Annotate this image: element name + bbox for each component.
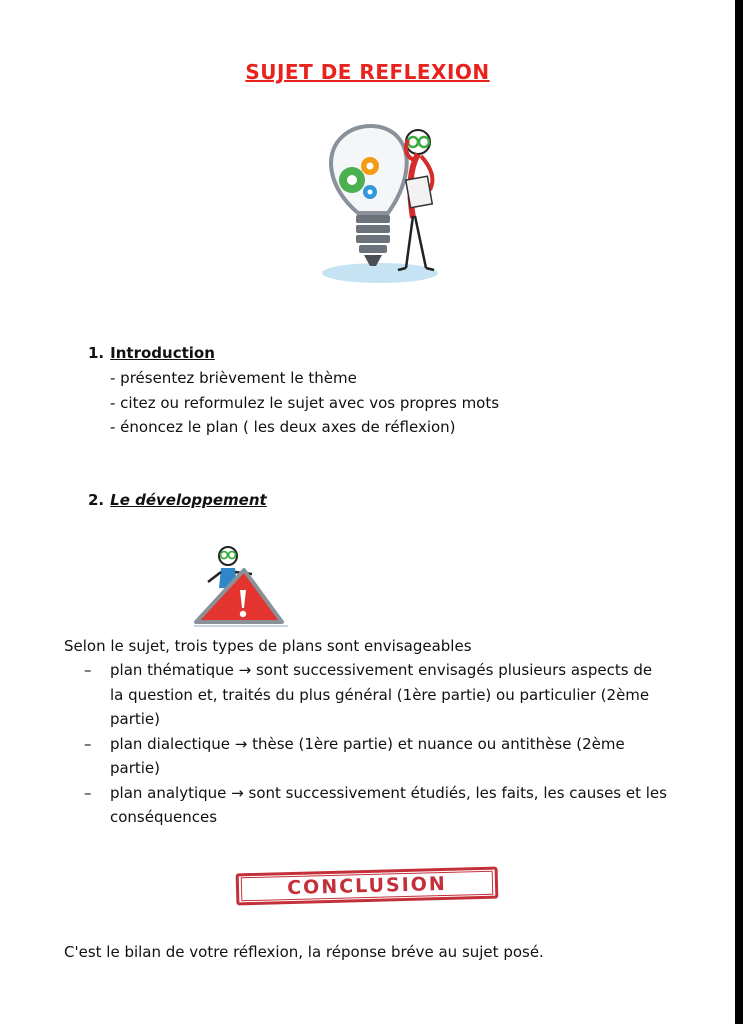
plan-text: plan thématique → sont successivement envisagés plusieurs aspects de la question et, traités du plus général (1ère partie) ou particulier (2ème partie) xyxy=(110,661,653,728)
plans-list xyxy=(84,658,670,830)
stick-figure-warning-sign-icon xyxy=(188,544,292,628)
page-title: SUJET DE REFLEXION xyxy=(245,60,490,84)
stamp-label: CONCLUSION xyxy=(241,871,494,902)
introduction-list xyxy=(110,366,499,440)
list-item xyxy=(84,658,670,732)
conclusion-stamp xyxy=(236,867,499,906)
section-label: Le développement xyxy=(110,491,267,509)
list-bullet: – xyxy=(84,661,92,679)
plan-text: plan analytique → sont successivement étudiés, les faits, les causes et les conséquences xyxy=(110,783,667,826)
list-item xyxy=(84,732,670,781)
conclusion-text: C'est le bilan de votre réflexion, la réponse bréve au sujet posé. xyxy=(64,943,544,961)
lightbulb-gears-thinker-icon xyxy=(318,118,458,288)
section-heading-introduction xyxy=(88,344,215,362)
section-number: 2. xyxy=(88,491,105,509)
list-bullet: – xyxy=(84,734,92,753)
list-item xyxy=(84,781,670,830)
section-label: Introduction xyxy=(110,344,215,362)
list-bullet: – xyxy=(84,783,92,802)
plan-text: plan dialectique → thèse (1ère partie) et nuance ou antithèse (2ème partie) xyxy=(110,734,625,777)
list-item: - énoncez le plan ( les deux axes de réflexion) xyxy=(110,418,456,436)
section-number: 1. xyxy=(88,344,105,362)
development-intro: Selon le sujet, trois types de plans sont envisageables xyxy=(64,637,472,655)
section-heading-development xyxy=(88,491,267,509)
list-item: - citez ou reformulez le sujet avec vos propres mots xyxy=(110,393,500,412)
list-item: - présentez brièvement le thème xyxy=(110,369,357,387)
